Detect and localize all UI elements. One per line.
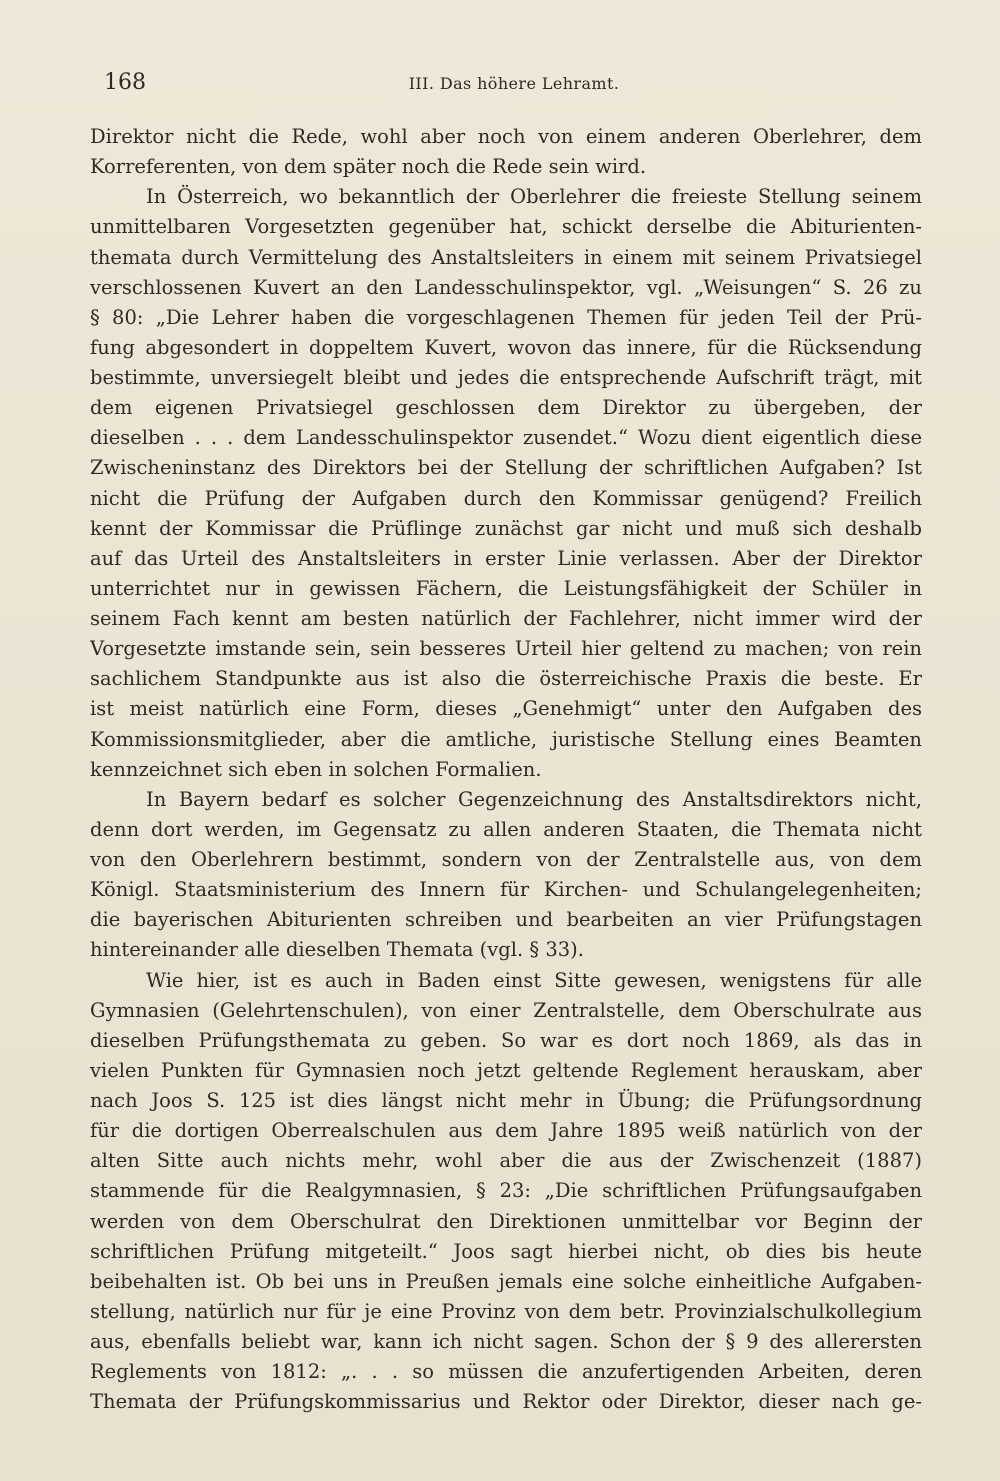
text-line: Direktor nicht die Rede, wohl aber noch von einem anderen Oberlehrer, dem	[90, 125, 922, 148]
text-line: denn dort werden, im Gegensatz zu allen anderen Staaten, die Themata nicht	[90, 817, 922, 841]
text-line: unterrichtet nur in gewissen Fächern, die Leistungsfähigkeit der Schüler in	[90, 576, 922, 600]
text-line: dem eigenen Privatsiegel geschlossen dem Direktor zu übergeben, der	[90, 396, 922, 420]
text-line: themata durch Vermittelung des Anstaltsleiters in einem mit seinem Privatsiegel	[90, 245, 922, 269]
text-line: verschlossenen Kuvert an den Landesschulinspektor, vgl. „Weisungen“ S. 26 zu	[90, 275, 922, 299]
text-line: auf das Urteil des Anstaltsleiters in erster Linie verlassen. Aber der Direktor	[90, 546, 922, 570]
text-line: nicht die Prüfung der Aufgaben durch den Kommissar genügend? Freilich	[90, 486, 922, 510]
text-line: stellung, natürlich nur für je eine Provinz von dem betr. Provinzialschulkollegium	[90, 1299, 922, 1323]
text-line: ist meist natürlich eine Form, dieses „Genehmigt“ unter den Aufgaben des	[90, 697, 922, 721]
text-line: Themata der Prüfungskommissarius und Rektor oder Direktor, dieser nach ge-	[90, 1390, 922, 1414]
text-line: Königl. Staatsministerium des Innern für Kirchen- und Schulangelegenheiten;	[90, 878, 922, 902]
text-line: dieselben . . . dem Landesschulinspektor zusendet.“ Wozu dient eigentlich diese	[90, 426, 922, 450]
text-line: dieselben Prüfungsthemata zu geben. So war es dort noch 1869, als das in	[90, 1028, 922, 1052]
text-line: seinem Fach kennt am besten natürlich der Fachlehrer, nicht immer wird der	[90, 607, 922, 630]
text-line: nach Joos S. 125 ist dies längst nicht mehr in Übung; die Prüfungsordnung	[90, 1089, 922, 1112]
text-line: bestimmte, unversiegelt bleibt und jedes die entsprechende Aufschrift trägt, mit	[90, 366, 922, 389]
text-line: aus, ebenfalls beliebt war, kann ich nicht sagen. Schon der § 9 des allerersten	[90, 1330, 922, 1353]
text-line: für die dortigen Oberrealschulen aus dem Jahre 1895 weiß natürlich von der	[90, 1119, 922, 1143]
text-line: kennt der Kommissar die Prüflinge zunächst gar nicht und muß sich deshalb	[90, 516, 922, 540]
running-head	[104, 70, 924, 100]
text-line: § 80: „Die Lehrer haben die vorgeschlagenen Themen für jeden Teil der Prü-	[90, 305, 922, 329]
text-line: sachlichem Standpunkte aus ist also die österreichische Praxis die beste. Er	[90, 667, 922, 691]
text-line: fung abgesondert in doppeltem Kuvert, wovon das innere, für die Rücksendung	[90, 335, 922, 359]
text-line: schriftlichen Prüfung mitgeteilt.“ Joos sagt hierbei nicht, ob dies bis heute	[90, 1239, 922, 1263]
text-line: Vorgesetzte imstande sein, sein besseres Urteil hier geltend zu machen; von rein	[90, 637, 922, 661]
text-line: kennzeichnet sich eben in solchen Formalien.	[90, 757, 542, 781]
page-number: 168	[104, 70, 146, 95]
text-line: Zwischeninstanz des Direktors bei der Stellung der schriftlichen Aufgaben? Ist	[90, 456, 922, 480]
text-line: von den Oberlehrern bestimmt, sondern von der Zentralstelle aus, von dem	[90, 848, 922, 871]
text-line: In Bayern bedarf es solcher Gegenzeichnung des Anstaltsdirektors nicht,	[146, 787, 922, 811]
text-line: Wie hier, ist es auch in Baden einst Sitte gewesen, wenigstens für alle	[146, 968, 922, 992]
running-title: III. Das höhere Lehramt.	[408, 74, 620, 93]
text-line: vielen Punkten für Gymnasien noch jetzt geltende Reglement herauskam, aber	[90, 1058, 922, 1082]
text-line: alten Sitte auch nichts mehr, wohl aber die aus der Zwischenzeit (1887)	[90, 1149, 922, 1173]
text-line: Korreferenten, von dem später noch die Rede sein wird.	[90, 155, 647, 179]
body-text	[90, 122, 922, 1417]
text-line: stammende für die Realgymnasien, § 23: „Die schriftlichen Prüfungsaufgaben	[90, 1179, 922, 1203]
text-line: die bayerischen Abiturienten schreiben und bearbeiten an vier Prüfungstagen	[90, 908, 922, 932]
text-line: Reglements von 1812: „. . . so müssen die anzufertigenden Arbeiten, deren	[90, 1360, 922, 1384]
text-line: werden von dem Oberschulrat den Direktionen unmittelbar vor Beginn der	[90, 1209, 922, 1233]
text-line: In Österreich, wo bekanntlich der Oberlehrer die freieste Stellung seinem	[146, 185, 922, 209]
text-line: Kommissionsmitglieder, aber die amtliche, juristische Stellung eines Beamten	[90, 727, 922, 751]
text-line: unmittelbaren Vorgesetzten gegenüber hat, schickt derselbe die Abiturienten-	[90, 215, 922, 239]
text-line: Gymnasien (Gelehrtenschulen), von einer Zentralstelle, dem Oberschulrate aus	[90, 998, 922, 1022]
text-line: beibehalten ist. Ob bei uns in Preußen jemals eine solche einheitliche Aufgaben-	[90, 1269, 922, 1293]
text-line: hintereinander alle dieselben Themata (vgl. § 33).	[90, 938, 584, 962]
